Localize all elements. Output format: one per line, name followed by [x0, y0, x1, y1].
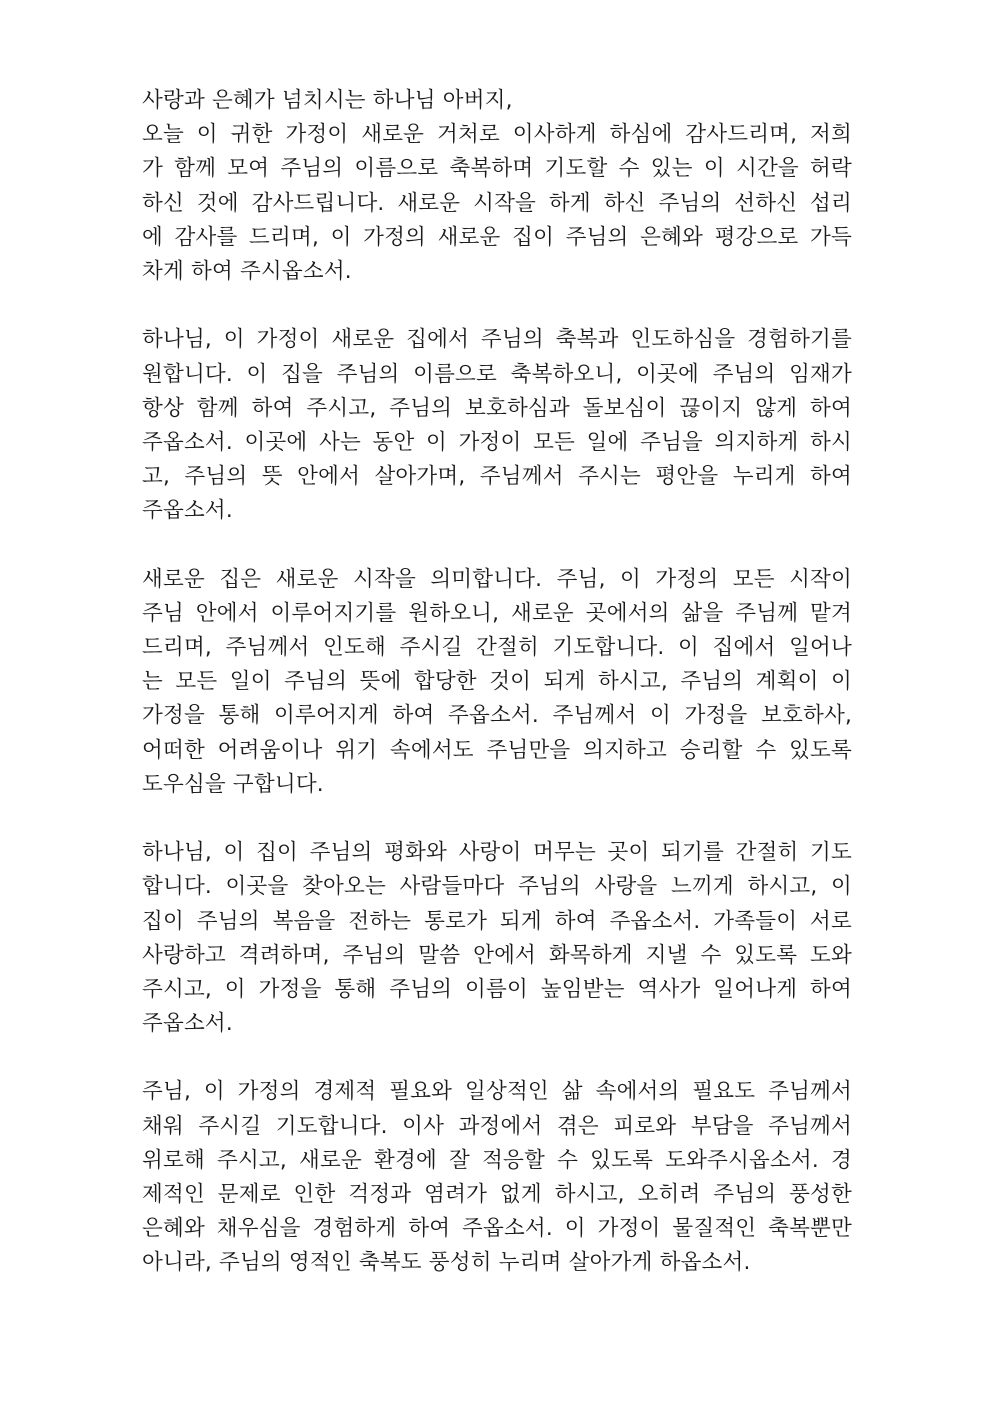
- text-line: 드리며, 주님께서 인도해 주시길 간절히 기도합니다. 이 집에서 일어나: [142, 635, 852, 660]
- text-line: 새로운 집은 새로운 시작을 의미합니다. 주님, 이 가정의 모든 시작이: [142, 566, 852, 592]
- text-line: 사랑하고 격려하며, 주님의 말씀 안에서 화목하게 지낼 수 있도록 도와: [142, 942, 852, 968]
- text-line: 주옵소서.: [142, 1011, 233, 1037]
- text-line: 주시고, 이 가정을 통해 주님의 이름이 높임받는 역사가 일어나게 하여: [142, 976, 852, 1002]
- paragraph: [142, 836, 852, 1041]
- text-line: 사랑과 은혜가 넘치시는 하나님 아버지,: [142, 88, 513, 113]
- paragraph: [142, 323, 852, 528]
- text-line: 하나님, 이 집이 주님의 평화와 사랑이 머무는 곳이 되기를 간절히 기도: [142, 840, 852, 866]
- text-line: 는 모든 일이 주님의 뜻에 합당한 것이 되게 하시고, 주님의 계획이 이: [142, 669, 852, 695]
- text-line: 가정을 통해 이루어지게 하여 주옵소서. 주님께서 이 가정을 보호하사,: [142, 703, 852, 729]
- text-line: 집이 주님의 복음을 전하는 통로가 되게 하여 주옵소서. 가족들이 서로: [142, 908, 852, 934]
- text-line: 고, 주님의 뜻 안에서 살아가며, 주님께서 주시는 평안을 누리게 하여: [142, 464, 852, 490]
- text-line: 에 감사를 드리며, 이 가정의 새로운 집이 주님의 은혜와 평강으로 가득: [142, 224, 852, 250]
- text-line: 하신 것에 감사드립니다. 새로운 시작을 하게 하신 주님의 선하신 섭리: [142, 190, 852, 216]
- text-line: 항상 함께 하여 주시고, 주님의 보호하심과 돌보심이 끊이지 않게 하여: [142, 395, 852, 421]
- text-line: 주님, 이 가정의 경제적 필요와 일상적인 삶 속에서의 필요도 주님께서: [142, 1079, 852, 1105]
- paragraph: [142, 563, 852, 802]
- text-line: 차게 하여 주시옵소서.: [142, 258, 352, 284]
- text-line: 주옵소서.: [142, 498, 233, 524]
- text-line: 오늘 이 귀한 가정이 새로운 거처로 이사하게 하심에 감사드리며, 저희: [142, 122, 852, 148]
- text-line: 은혜와 채우심을 경험하게 하여 주옵소서. 이 가정이 물질적인 축복뿐만: [142, 1216, 852, 1242]
- paragraph-gap: [142, 528, 852, 562]
- text-line: 도우심을 구합니다.: [142, 771, 324, 797]
- text-line: 아니라, 주님의 영적인 축복도 풍성히 누리며 살아가게 하옵소서.: [142, 1250, 751, 1276]
- text-line: 주옵소서. 이곳에 사는 동안 이 가정이 모든 일에 주님을 의지하게 하시: [142, 429, 852, 455]
- prayer-text: [142, 84, 852, 1281]
- text-line: 하나님, 이 가정이 새로운 집에서 주님의 축복과 인도하심을 경험하기를: [142, 327, 852, 353]
- paragraph-gap: [142, 289, 852, 323]
- text-line: 원합니다. 이 집을 주님의 이름으로 축복하오니, 이곳에 주님의 임재가: [142, 361, 852, 387]
- text-line: 어떠한 어려움이나 위기 속에서도 주님만을 의지하고 승리할 수 있도록: [142, 737, 852, 763]
- text-line: 제적인 문제로 인한 걱정과 염려가 없게 하시고, 오히려 주님의 풍성한: [142, 1182, 852, 1207]
- paragraph-gap: [142, 1041, 852, 1075]
- paragraph: [142, 1075, 852, 1280]
- text-line: 채워 주시길 기도합니다. 이사 과정에서 겪은 피로와 부담을 주님께서: [142, 1113, 852, 1139]
- paragraph: [142, 84, 852, 289]
- paragraph-gap: [142, 802, 852, 836]
- text-line: 위로해 주시고, 새로운 환경에 잘 적응할 수 있도록 도와주시옵소서. 경: [142, 1147, 852, 1173]
- text-line: 주님 안에서 이루어지기를 원하오니, 새로운 곳에서의 삶을 주님께 맡겨: [142, 600, 852, 626]
- text-line: 합니다. 이곳을 찾아오는 사람들마다 주님의 사랑을 느끼게 하시고, 이: [142, 874, 852, 900]
- text-line: 가 함께 모여 주님의 이름으로 축복하며 기도할 수 있는 이 시간을 허락: [142, 156, 852, 182]
